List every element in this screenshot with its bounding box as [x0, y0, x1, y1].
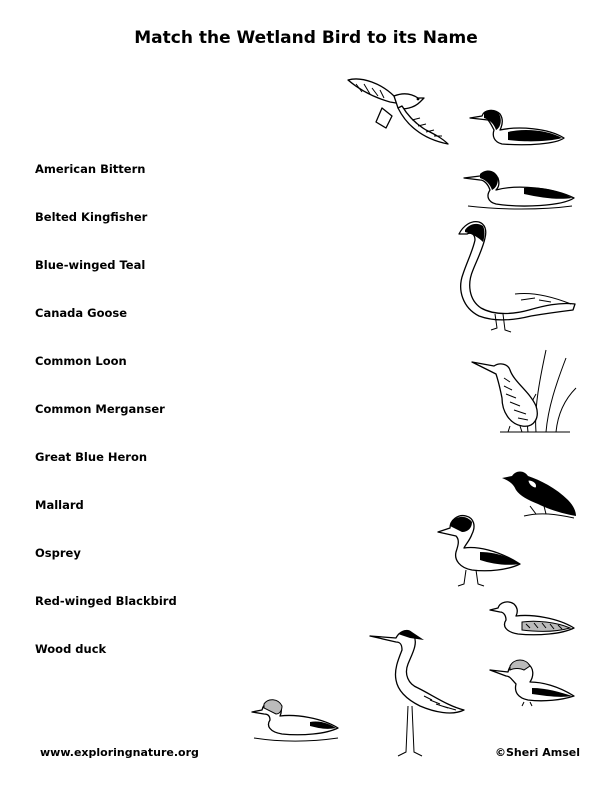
bird-name-item: Mallard [35, 498, 84, 512]
wood-duck-illustration [436, 512, 524, 588]
bird-name-item: Blue-winged Teal [35, 258, 146, 272]
copyright-footer: ©Sheri Amsel [495, 746, 580, 759]
teal-illustration [488, 598, 578, 642]
kingfisher-illustration [488, 656, 578, 708]
bird-name-item: Canada Goose [35, 306, 128, 320]
bittern-illustration [470, 348, 580, 434]
page-title: Match the Wetland Bird to its Name [134, 28, 478, 48]
bird-name-item: Red-winged Blackbird [35, 594, 177, 608]
website-footer: www.exploringnature.org [40, 746, 199, 759]
bird-name-item: Common Loon [35, 354, 127, 368]
loon-illustration [468, 106, 568, 148]
bird-name-item: Osprey [35, 546, 81, 560]
osprey-illustration [342, 72, 454, 147]
bird-name-item: Common Merganser [35, 402, 165, 416]
bird-name-item: American Bittern [35, 162, 146, 176]
bird-name-list [35, 162, 177, 690]
bird-name-item: Belted Kingfisher [35, 210, 148, 224]
heron-illustration [368, 626, 468, 760]
mallard-illustration [250, 696, 342, 742]
merganser-illustration [462, 164, 578, 210]
bird-name-item: Great Blue Heron [35, 450, 148, 464]
bird-name-item: Wood duck [35, 642, 107, 656]
goose-illustration [455, 218, 579, 342]
